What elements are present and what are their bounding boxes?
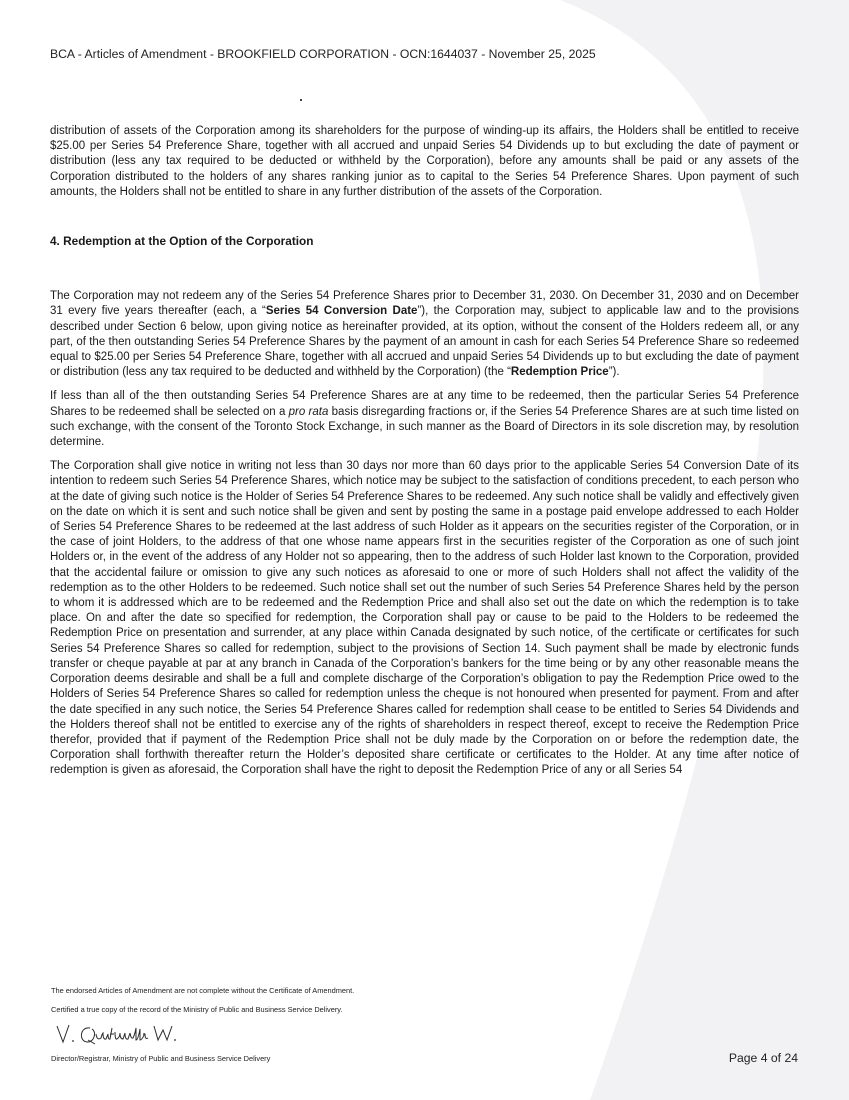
paragraph-notice: The Corporation shall give notice in writing not less than 30 days nor more than 60 days prior to the applicable Series 54 Conversion Date of its intention to redeem such Series 54 Preference Shares, which notice may be subject to the satisfaction of conditions precedent, to each person who at the date of giving such notice is the Holder of Series 54 Preference Shares to be redeemed. Any such notice shall be validly and effectively given on the date on which it is sent and such notice shall be given and sent by posting the same in a postage paid envelope addressed to each Holder of Series 54 Preference Shares to be redeemed at the last address of such Holder as it appears on the securities register of the Corporation, or in the case of joint Holders, to the address of that one whose name appears first in the securities register of the Corporation as one of such joint Holders or, in the event of the address of any Holder not so appearing, then to the address of such Holder last known to the Corporation, provided that the accidental failure or omission to give any such notices as aforesaid to one or more of such Holders shall not affect the validity of the redemption as to the other Holders to be redeemed. Such notice shall set out the number of such Series 54 Preference Shares held by the person to whom it is addressed which are to be redeemed and the Redemption Price and shall also set out the date on which the redemption is to take place. On and after the date so specified for redemption, the Corporation shall pay or cause to be paid to the Holders to be redeemed the Redemption Price on presentation and surrender, at any place within Canada designated by such notice, of the certificate or certificates for such Series 54 Preference Shares so called for redemption, subject to the provisions of Section 14. Such payment shall be made by electronic funds transfer or cheque payable at par at any branch in Canada of the Corporation’s bankers for the time being or by any other reasonable means the Corporation deems desirable and shall be a full and complete discharge of the Corporation’s obligation to pay the Redemption Price owed to the Holders of Series 54 Preference Shares so called for redemption unless the cheque is not honoured when presented for payment. From and after the date specified in any such notice, the Series 54 Preference Shares called for redemption shall cease to be entitled to Series 54 Dividends and the Holders thereof shall not be entitled to exercise any of the rights of shareholders in respect thereof, except to receive the Redemption Price therefor, provided that if payment of the Redemption Price shall not be duly made by the Corporation on or before the redemption date, the Corporation shall forthwith thereafter return the Holder’s deposited share certificate or certificates to the Holder. At any time after notice of redemption is given as aforesaid, the Corporation shall have the right to deposit the Redemption Price of any or all Series 54 [50, 460, 800, 777]
page-header: BCA - Articles of Amendment - BROOKFIELD CORPORATION - OCN:1644037 - November 25, 2025 [50, 47, 596, 61]
paragraph-partial-redemption [50, 389, 799, 450]
paragraph-liquidation: distribution of assets of the Corporation among its shareholders for the purpose of winding-up its affairs, the Holders shall be entitled to receive $25.00 per Series 54 Preference Share, together with all accrued and unpaid Series 54 Dividends up to but excluding the date of payment or distribution (less any tax required to be deducted or withheld by the Corporation), before any amounts shall be paid or any assets of the Corporation distributed to the holders of any shares ranking junior as to capital to the Series 54 Preference Shares. Upon payment of such amounts, the Holders shall not be entitled to share in any further distribution of the assets of the Corporation. [50, 125, 799, 198]
stray-dot [300, 99, 302, 101]
paragraph-text: If less than all of the then outstanding Series 54 Preference Shares are at any time to be redeemed, then the particular Series 54 Preference Shares to be redeemed shall be selected on a [50, 390, 799, 418]
page-number: Page 4 of 24 [728, 1051, 798, 1065]
footer-note-certificate: The endorsed Articles of Amendment are not complete without the Certificate of Amendment. [51, 986, 355, 995]
paragraph-text: ”), the Corporation may, subject to applicable law and to the provisions described under Section 6 below, upon giving notice as hereinafter provided, at its option, without the consent of the Holders redeem all, or any part, of the then outstanding Series 54 Preference Shares by the payment of an amount in cash for each Series 54 Preference Share so redeemed equal to $25.00 per Series 54 Preference Share, together with all accrued and unpaid Series 54 Dividends up to but excluding the date of payment or distribution (less any tax required to be deducted and withheld by the Corporation) (the “ [50, 305, 799, 379]
footer-signatory: Director/Registrar, Ministry of Public and Business Service Delivery [51, 1054, 271, 1063]
paragraph-redemption [50, 289, 799, 380]
paragraph-text: ”). [608, 366, 620, 379]
section-heading: 4. Redemption at the Option of the Corporation [50, 234, 314, 249]
document-body [50, 124, 799, 788]
defined-term-conversion-date: Series 54 Conversion Date [265, 305, 418, 318]
signature [54, 1020, 214, 1048]
italic-term: pro rata [288, 405, 329, 418]
footer-note-certified: Certified a true copy of the record of the Ministry of Public and Business Service Delivery. [51, 1005, 343, 1014]
defined-term-redemption-price: Redemption Price [510, 366, 609, 379]
paragraph-text: The Corporation may not redeem any of the Series 54 Preference Shares prior to December 31, 2030. On December 31, 2030 and on December 31 every five years thereafter (each, a “ [50, 290, 799, 318]
paragraph-text: basis disregarding fractions or, if the Series 54 Preference Shares are at such time listed on such exchange, with the consent of the Toronto Stock Exchange, in such manner as the Board of Directors in its sole discretion may, by resolution determine. [50, 405, 800, 449]
